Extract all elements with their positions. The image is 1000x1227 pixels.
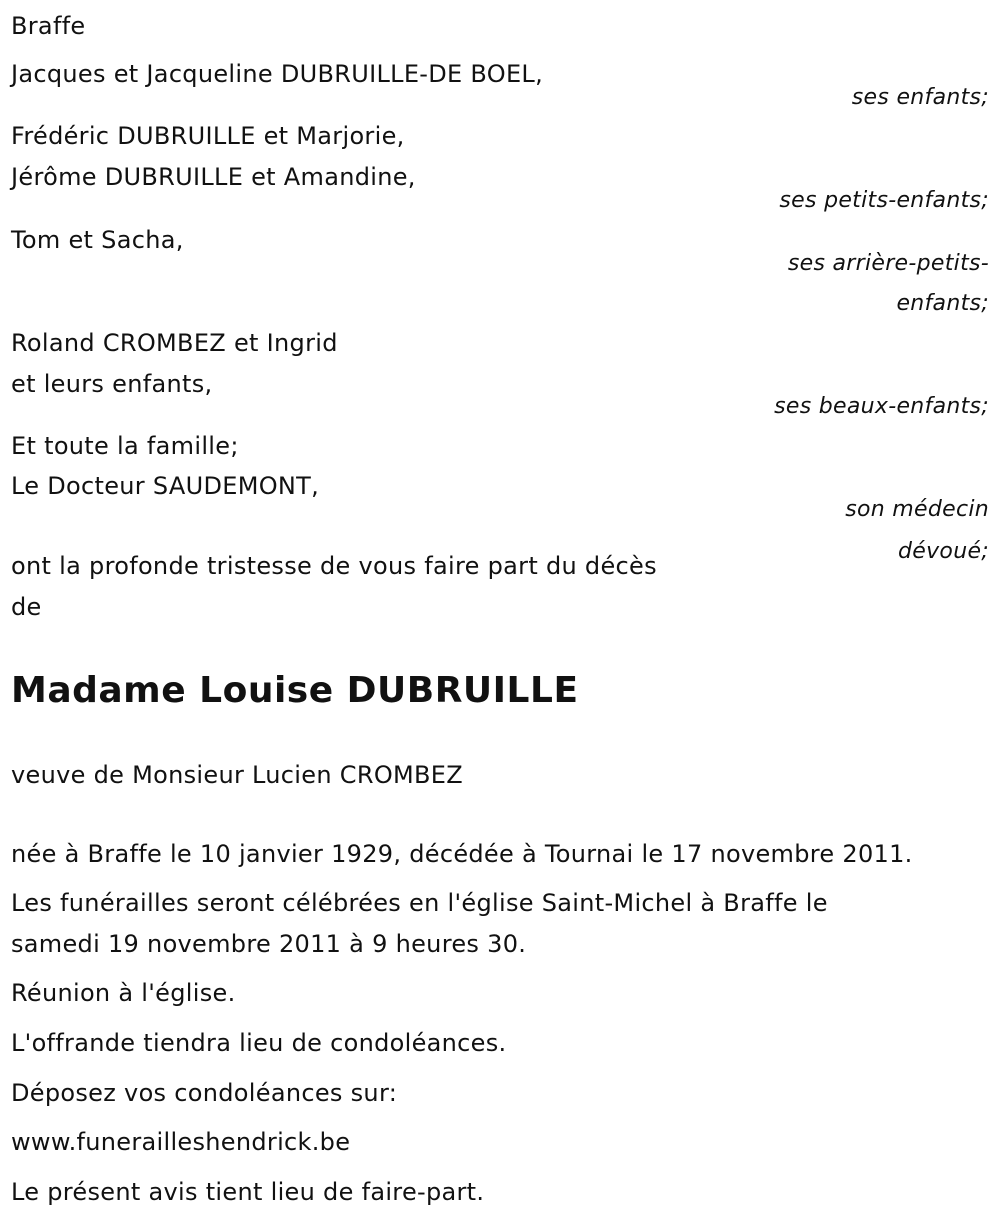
stepchildren-role: ses beaux-enfants; [774, 394, 989, 419]
stepchildren-line-2: et leurs enfants, [11, 370, 213, 398]
notice: Le présent avis tient lieu de faire-part. [11, 1178, 485, 1206]
widow-of: veuve de Monsieur Lucien CROMBEZ [11, 761, 463, 789]
birth-death: née à Braffe le 10 janvier 1929, décédée à Tournai le 17 novembre 2011. [11, 840, 913, 868]
great-grandchildren-names: Tom et Sacha, [11, 226, 184, 254]
grandchildren-line-2: Jérôme DUBRUILLE et Amandine, [11, 163, 416, 191]
grandchildren-line-1: Frédéric DUBRUILLE et Marjorie, [11, 122, 405, 150]
children-role: ses enfants; [851, 85, 989, 110]
condolences-prompt: Déposez vos condoléances sur: [11, 1079, 398, 1107]
stepchildren-line-1: Roland CROMBEZ et Ingrid [11, 329, 338, 357]
grandchildren-role: ses petits-enfants; [779, 188, 989, 213]
funeral-line-2: samedi 19 novembre 2011 à 9 heures 30. [11, 930, 527, 958]
announcement-line-2: de [11, 593, 42, 621]
doctor-role-line-2: dévoué; [898, 539, 989, 564]
children-names: Jacques et Jacqueline DUBRUILLE-DE BOEL, [11, 60, 544, 88]
great-grandchildren-role-line-1: ses arrière-petits- [787, 251, 989, 276]
funeral-line-1: Les funérailles seront célébrées en l'église Saint-Michel à Braffe le [11, 889, 828, 917]
doctor-role-line-1: son médecin [845, 497, 989, 522]
deceased-name: Madame Louise DUBRUILLE [11, 670, 579, 711]
website-link[interactable]: www.funerailleshendrick.be [11, 1128, 351, 1156]
meeting: Réunion à l'église. [11, 979, 236, 1007]
place: Braffe [11, 12, 86, 40]
great-grandchildren-role-line-2: enfants; [896, 291, 989, 316]
doctor-name: Le Docteur SAUDEMONT, [11, 472, 320, 500]
family-line: Et toute la famille; [11, 432, 239, 460]
announcement-line-1: ont la profonde tristesse de vous faire part du décès [11, 552, 657, 580]
offering: L'offrande tiendra lieu de condoléances. [11, 1029, 507, 1057]
